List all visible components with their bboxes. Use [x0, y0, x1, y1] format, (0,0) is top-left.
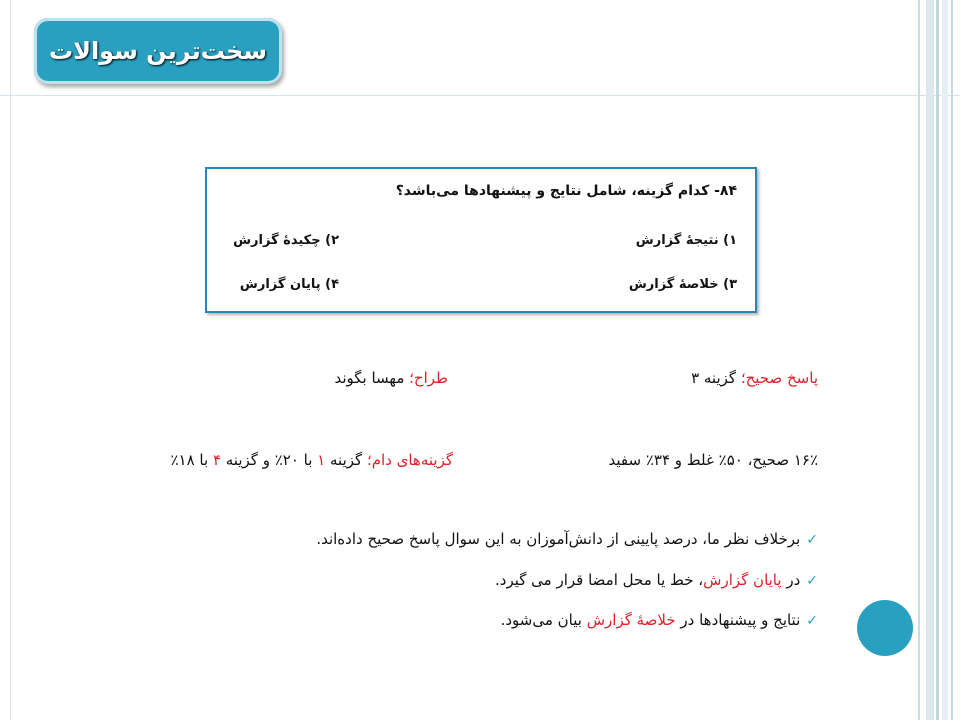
decor-stripe	[936, 0, 939, 720]
designer-label: طراح؛	[409, 369, 448, 387]
decor-stripe	[942, 0, 948, 720]
option-3: ۳) خلاصهٔ گزارش	[628, 277, 737, 292]
answer-stats: ۱۶٪ صحیح، ۵۰٪ غلط و ۳۴٪ سفید	[608, 451, 818, 469]
bullet-text: بیان می‌شود.	[500, 611, 587, 629]
trap-text: گزینه	[325, 451, 367, 469]
trap-option-number: ۴	[212, 451, 221, 469]
check-icon: ✓	[806, 532, 818, 548]
bullet-item	[316, 530, 818, 548]
check-icon: ✓	[806, 613, 818, 629]
correct-answer-label: پاسخ صحیح؛	[740, 369, 818, 387]
bullet-text: نتایج و پیشنهادها در	[675, 611, 801, 629]
bullet-highlight: پایان گزارش	[703, 571, 782, 589]
slide-title: سخت‌ترین سوالات	[48, 37, 268, 65]
bullet-text: برخلاف نظر ما، درصد پایینی از دانش‌آموزان به این سوال پاسخ صحیح داده‌اند.	[316, 530, 801, 548]
trap-text: با ۲۰٪ و گزینه	[221, 451, 318, 469]
trap-options	[170, 451, 453, 469]
designer-name: مهسا بگوند	[334, 369, 410, 387]
question-text: ۸۴- کدام گزینه، شامل نتایج و پیشنهادها می‌باشد؟	[395, 183, 737, 199]
bullet-highlight: خلاصهٔ گزارش	[586, 611, 676, 629]
left-border-line	[10, 0, 11, 720]
bullet-item	[495, 571, 818, 589]
bullet-text: در	[781, 571, 801, 589]
option-4: ۴) پایان گزارش	[239, 277, 339, 292]
decor-stripe	[918, 0, 920, 720]
bullet-text: ، خط یا محل امضا قرار می گیرد.	[495, 571, 704, 589]
decor-circle	[857, 600, 913, 656]
bullet-item	[501, 611, 818, 629]
header-divider	[0, 95, 960, 96]
correct-answer-value: گزینه ۳	[691, 369, 741, 387]
trap-option-number: ۱	[317, 451, 326, 469]
correct-answer	[691, 369, 818, 387]
trap-label: گزینه‌های دام؛	[366, 451, 453, 469]
question-box	[205, 167, 757, 313]
slide-title-box	[34, 18, 282, 84]
option-2: ۲) چکیدهٔ گزارش	[233, 233, 339, 248]
option-1: ۱) نتیجهٔ گزارش	[635, 233, 737, 248]
decor-stripe	[951, 0, 953, 720]
trap-text: با ۱۸٪	[170, 451, 213, 469]
decor-stripe	[926, 0, 934, 720]
check-icon: ✓	[806, 573, 818, 589]
designer	[334, 369, 448, 387]
